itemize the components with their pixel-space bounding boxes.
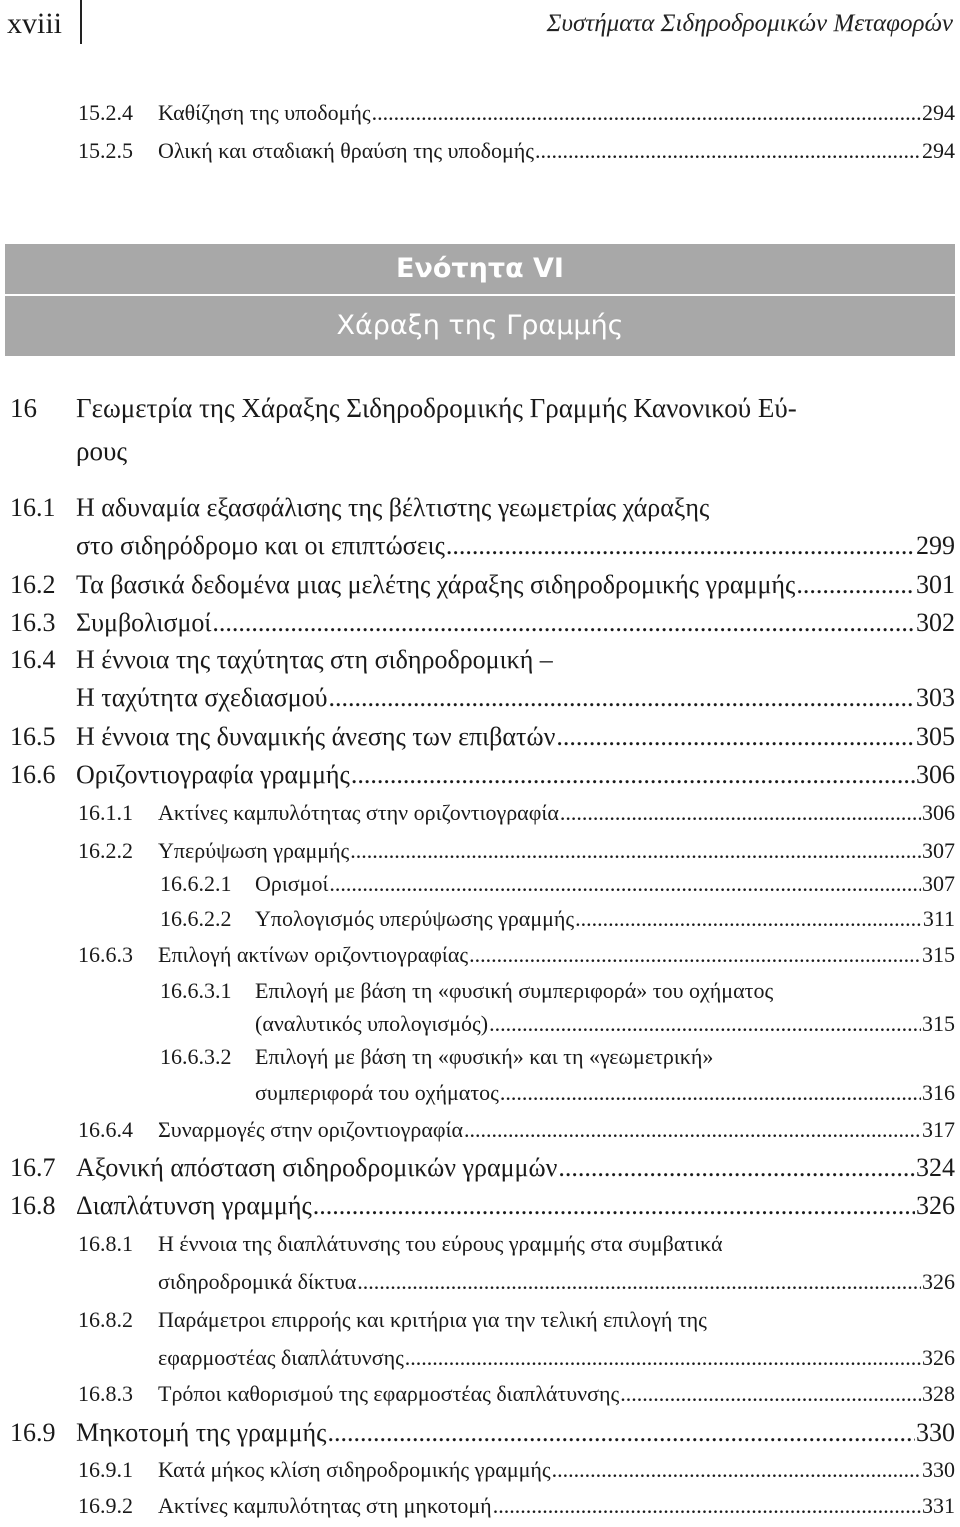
entry-page-number: 316 (922, 1080, 955, 1105)
entry-line (158, 100, 955, 126)
entry-number: 16.3 (10, 608, 56, 637)
chapter-title-line2: ρους (76, 436, 128, 466)
entry-page-number: 299 (916, 531, 955, 560)
entry-title: Μηκοτομή της γραμμής (76, 1418, 327, 1447)
chapter-number: 16 (10, 393, 37, 423)
entry-number: 16.6.2.1 (160, 871, 232, 896)
entry-number: 16.9 (10, 1418, 56, 1447)
entry-number: 16.6 (10, 760, 56, 789)
entry-page-number: 317 (922, 1117, 955, 1142)
entry-page-number: 330 (916, 1418, 955, 1447)
running-title: Συστήματα Σιδηροδρομικών Μεταφορών (546, 10, 953, 37)
dot-leader (313, 1191, 915, 1221)
entry-title: Συμβολισμοί (76, 608, 212, 637)
entry-title-line1: Η αδυναμία εξασφάλισης της βέλτιστης γεωμετρίας χάραξης (76, 493, 710, 522)
entry-number: 16.4 (10, 645, 56, 674)
entry-title: Διαπλάτυνση γραμμής (76, 1191, 312, 1220)
entry-page-number: 306 (922, 800, 955, 825)
dot-leader (212, 608, 915, 638)
entry-title: Η ταχύτητα σχεδιασμού (76, 683, 328, 712)
dot-leader (329, 683, 915, 713)
entry-title: Τα βασικά δεδομένα μιας μελέτης χάραξης σιδηροδρομικής γραμμής (76, 570, 796, 599)
dot-leader (575, 906, 922, 932)
entry-title: Καθίζηση της υποδομής (158, 100, 371, 125)
entry-title-line1: Η έννοια της διαπλάτυνσης του εύρους γραμμής στα συμβατικά (158, 1231, 723, 1256)
part-title: Χάραξη της Γραμμής (336, 310, 624, 341)
entry-title: Ακτίνες καμπυλότητας στη μηκοτομή (158, 1493, 492, 1518)
entry-line (76, 531, 955, 561)
entry-line (76, 760, 955, 790)
entry-number: 16.8.3 (78, 1381, 133, 1406)
entry-line (158, 1493, 955, 1519)
part-title-band (5, 296, 955, 356)
dot-leader (350, 838, 921, 864)
entry-number: 16.9.2 (78, 1493, 133, 1518)
entry-page-number: 328 (922, 1381, 955, 1406)
entry-title: Κατά μήκος κλίση σιδηροδρομικής γραμμής (158, 1457, 551, 1482)
entry-title-line1: Παράμετροι επιρροής και κριτήρια για την τελική επιλογή της (158, 1307, 707, 1332)
dot-leader (372, 100, 921, 126)
entry-title-line1: Επιλογή με βάση τη «φυσική» και τη «γεωμετρική» (255, 1044, 714, 1069)
entry-title: Συναρμογές στην οριζοντιογραφία (158, 1117, 464, 1142)
entry-line (76, 1153, 955, 1183)
entry-number: 15.2.5 (78, 138, 133, 163)
entry-line (158, 1117, 955, 1143)
entry-title-line1: Η έννοια της ταχύτητας στη σιδηροδρομική – (76, 645, 553, 674)
entry-line (158, 800, 955, 826)
entry-page-number: 311 (922, 906, 955, 931)
entry-line (76, 1191, 955, 1221)
entry-number: 16.6.3.2 (160, 1044, 232, 1069)
entry-page-number: 301 (916, 570, 955, 599)
entry-line (76, 722, 955, 752)
entry-page-number: 302 (916, 608, 955, 637)
dot-leader (469, 942, 921, 968)
entry-title: Η έννοια της δυναμικής άνεσης των επιβατών (76, 722, 556, 751)
entry-number: 16.2 (10, 570, 56, 599)
entry-line (255, 871, 955, 897)
entry-number: 16.6.3.1 (160, 978, 232, 1003)
part-label: Ενότητα VI (396, 253, 564, 284)
dot-leader (535, 138, 921, 164)
dot-leader (558, 1153, 915, 1183)
entry-line (158, 942, 955, 968)
entry-title: Υπολογισμός υπερύψωσης γραμμής (255, 906, 575, 931)
entry-title: εφαρμοστέας διαπλάτυνσης (158, 1345, 404, 1370)
dot-leader (446, 531, 915, 561)
entry-number: 16.9.1 (78, 1457, 133, 1482)
dot-leader (351, 760, 915, 790)
entry-page-number: 294 (922, 138, 955, 163)
entry-title: στο σιδηρόδρομο και οι επιπτώσεις (76, 531, 445, 560)
entry-page-number: 306 (916, 760, 955, 789)
dot-leader (464, 1117, 921, 1143)
dot-leader (620, 1381, 921, 1407)
entry-page-number: 331 (922, 1493, 955, 1518)
dot-leader (552, 1457, 921, 1483)
entry-title: Τρόποι καθορισμού της εφαρμοστέας διαπλάτυνσης (158, 1381, 620, 1406)
entry-title: Ολική και σταδιακή θραύση της υποδομής (158, 138, 534, 163)
dot-leader (500, 1080, 921, 1106)
entry-number: 16.6.2.2 (160, 906, 232, 931)
entry-title: (αναλυτικός υπολογισμός) (255, 1011, 489, 1036)
entry-line (76, 608, 955, 638)
entry-page-number: 307 (922, 871, 955, 896)
entry-title: Επιλογή ακτίνων οριζοντιογραφίας (158, 942, 469, 967)
entry-line (76, 683, 955, 713)
entry-line (158, 1457, 955, 1483)
entry-number: 16.6.4 (78, 1117, 133, 1142)
entry-line (76, 570, 955, 600)
entry-number: 16.2.2 (78, 838, 133, 863)
entry-page-number: 330 (922, 1457, 955, 1482)
entry-number: 15.2.4 (78, 100, 133, 125)
part-label-band (5, 244, 955, 294)
entry-page-number: 305 (916, 722, 955, 751)
dot-leader (405, 1345, 921, 1371)
entry-line (158, 1345, 955, 1371)
chapter-title-line1: Γεωμετρία της Χάραξης Σιδηροδρομικής Γραμμής Κανονικού Εύ- (76, 393, 797, 423)
dot-leader (560, 800, 921, 826)
entry-page-number: 315 (922, 1011, 955, 1036)
entry-title: Υπερύψωση γραμμής (158, 838, 350, 863)
entry-title: σιδηροδρομικά δίκτυα (158, 1269, 357, 1294)
entry-page-number: 326 (916, 1191, 955, 1220)
entry-page-number: 324 (916, 1153, 955, 1182)
dot-leader (329, 871, 921, 897)
entry-line (255, 1011, 955, 1037)
entry-line (158, 1381, 955, 1407)
entry-page-number: 294 (922, 100, 955, 125)
entry-line (158, 138, 955, 164)
entry-number: 16.5 (10, 722, 56, 751)
entry-title: Ορισμοί (255, 871, 329, 896)
entry-page-number: 326 (922, 1345, 955, 1370)
entry-page-number: 326 (922, 1269, 955, 1294)
entry-line (76, 1418, 955, 1448)
entry-line (158, 838, 955, 864)
dot-leader (796, 570, 915, 600)
entry-number: 16.1 (10, 493, 56, 522)
entry-page-number: 307 (922, 838, 955, 863)
entry-line (255, 906, 955, 932)
entry-number: 16.6.3 (78, 942, 133, 967)
entry-title: Ακτίνες καμπυλότητας στην οριζοντιογραφία (158, 800, 559, 825)
entry-line (158, 1269, 955, 1295)
dot-leader (556, 722, 915, 752)
entry-number: 16.7 (10, 1153, 56, 1182)
entry-title: Οριζοντιογραφία γραμμής (76, 760, 350, 789)
entry-number: 16.8 (10, 1191, 56, 1220)
entry-page-number: 315 (922, 942, 955, 967)
dot-leader (489, 1011, 921, 1037)
entry-number: 16.8.1 (78, 1231, 133, 1256)
entry-number: 16.1.1 (78, 800, 133, 825)
dot-leader (493, 1493, 921, 1519)
entry-title: συμπεριφορά του οχήματος (255, 1080, 499, 1105)
entry-page-number: 303 (916, 683, 955, 712)
dot-leader (357, 1269, 921, 1295)
page-number: xviii (7, 7, 63, 40)
entry-number: 16.8.2 (78, 1307, 133, 1332)
entry-title: Αξονική απόσταση σιδηροδρομικών γραμμών (76, 1153, 558, 1182)
entry-line (255, 1080, 955, 1106)
dot-leader (327, 1418, 915, 1448)
header-divider (80, 0, 82, 44)
entry-title-line1: Επιλογή με βάση τη «φυσική συμπεριφορά» του οχήματος (255, 978, 774, 1003)
